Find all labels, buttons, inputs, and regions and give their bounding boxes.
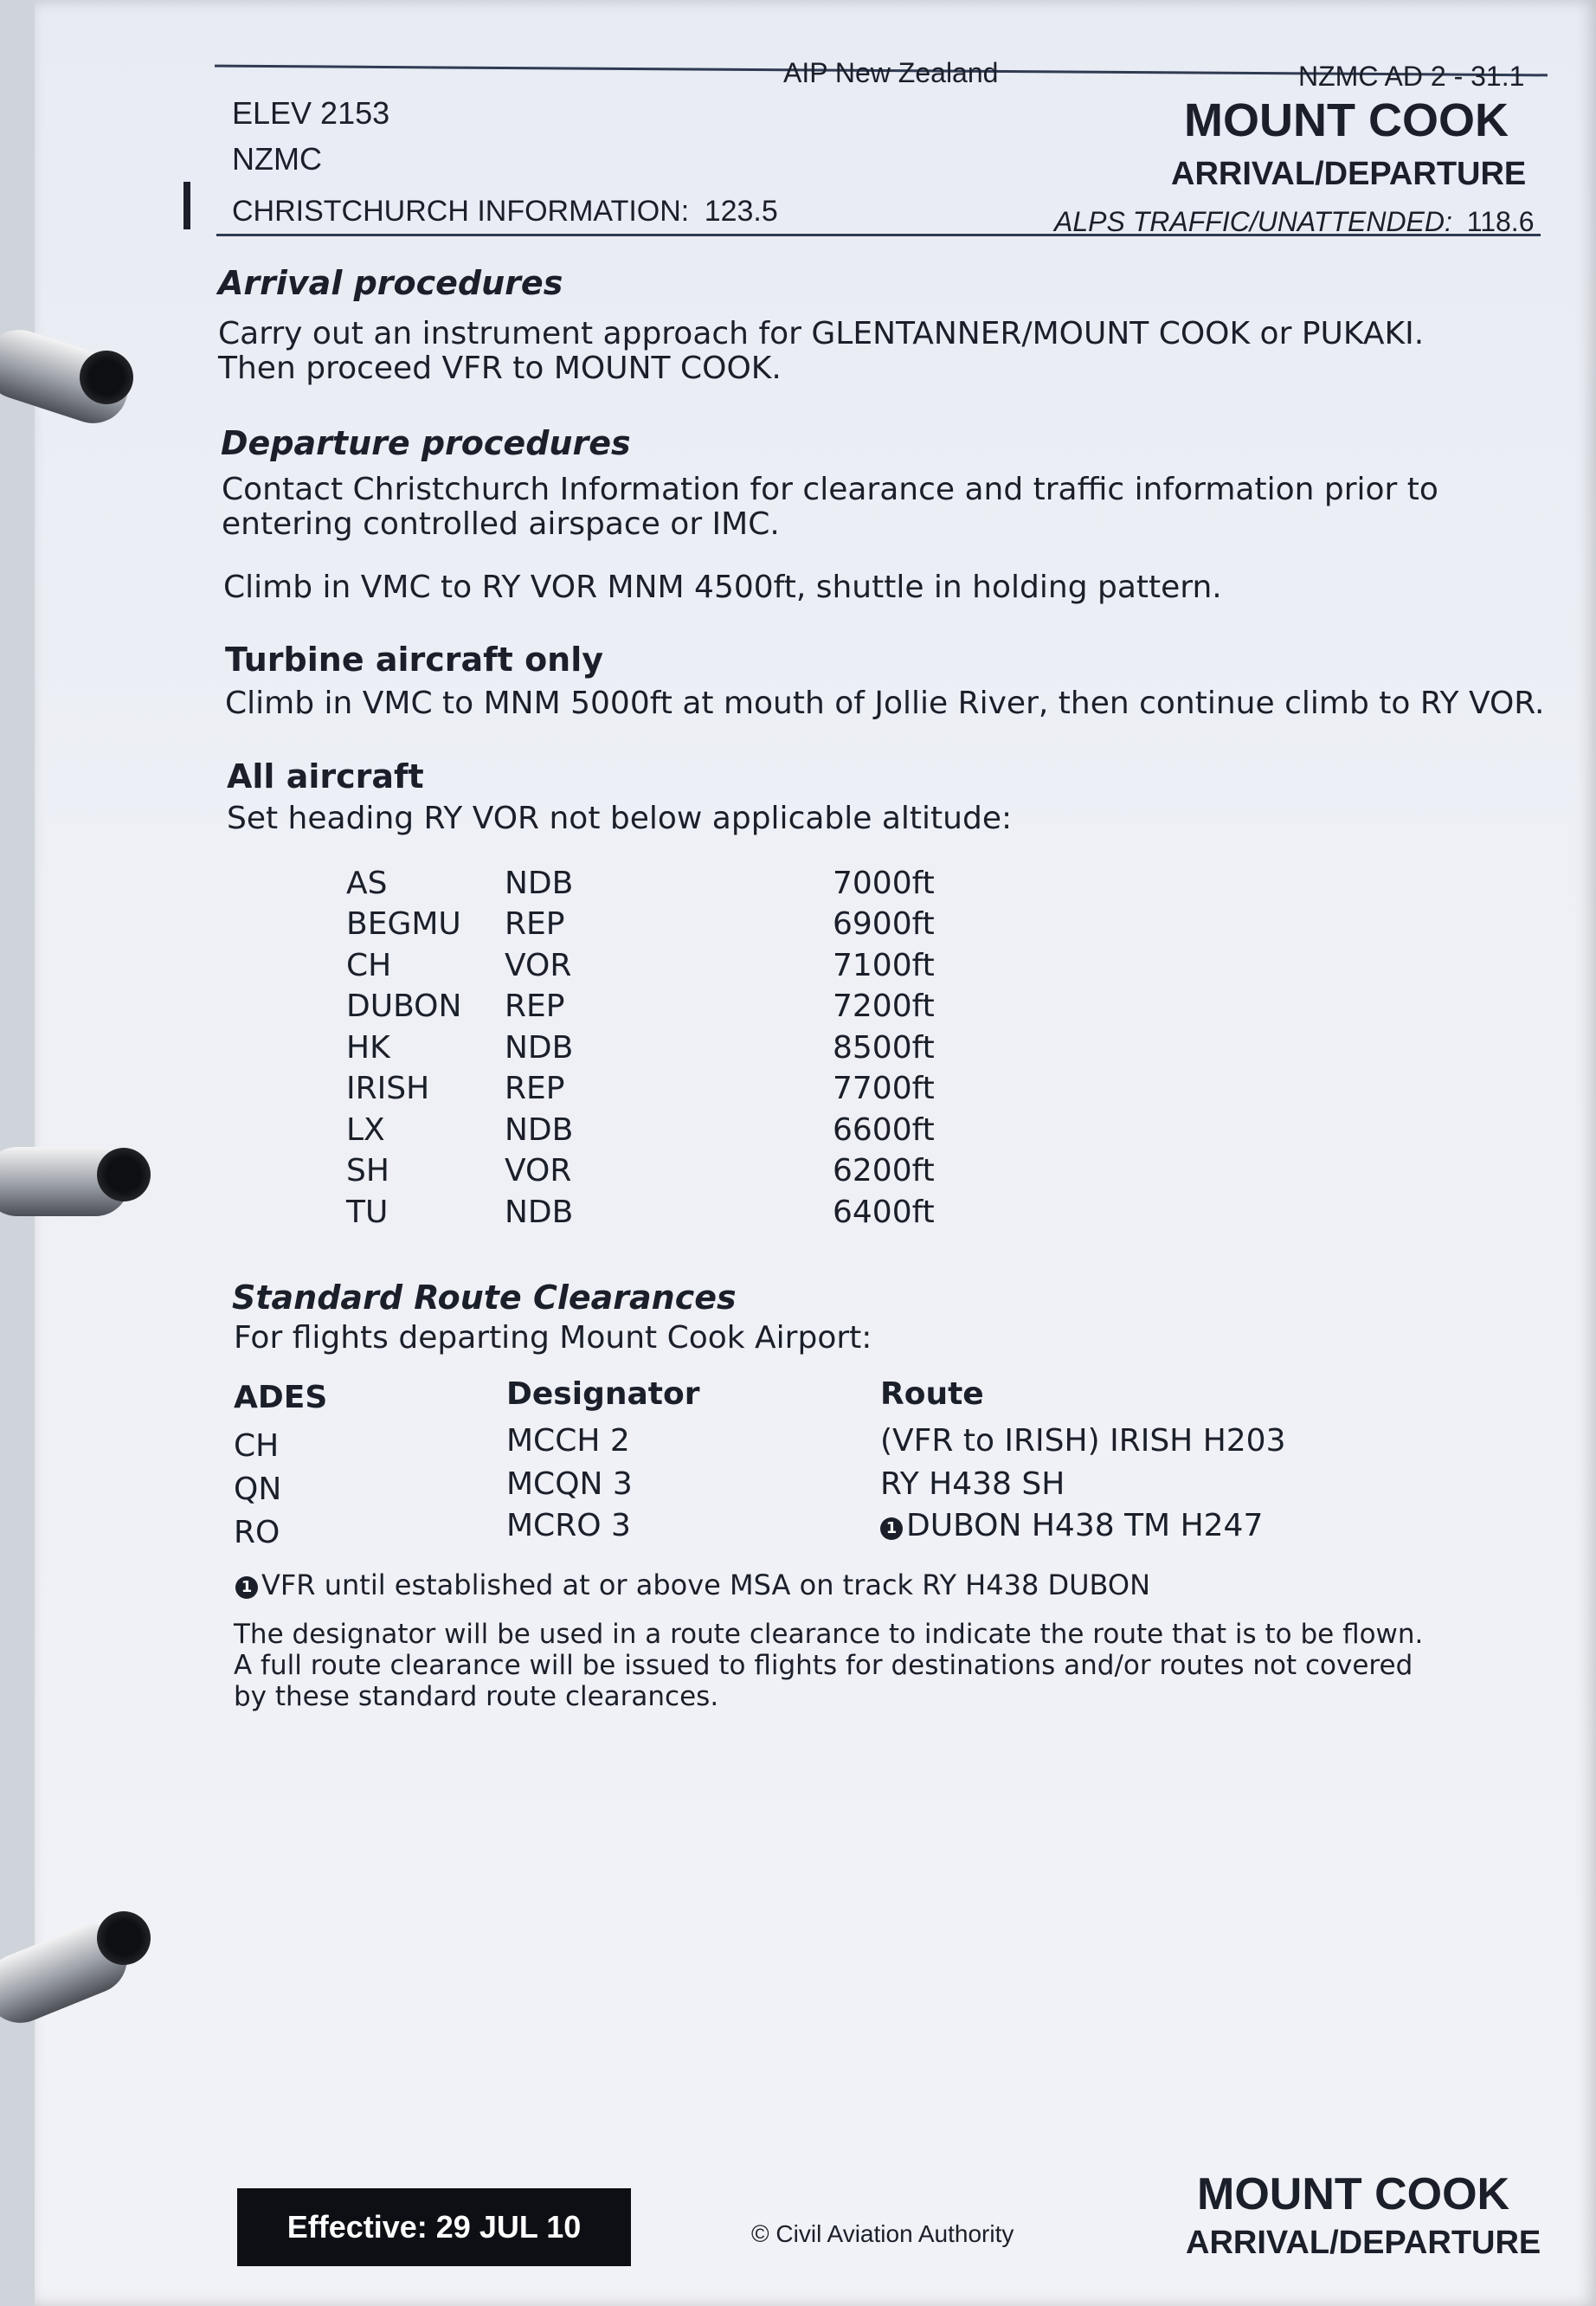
route-note	[235, 1568, 1150, 1601]
info-frequency: 123.5	[704, 195, 778, 228]
departure-line-3: Climb in VMC to RY VOR MNM 4500ft, shuttle in holding pattern.	[223, 570, 1222, 605]
copyright: © Civil Aviation Authority	[751, 2220, 1014, 2247]
fix-type: VOR	[505, 948, 572, 983]
publication-name: AIP New Zealand	[783, 57, 999, 88]
fix-altitude: 7000ft	[833, 866, 935, 901]
route-clearance-table	[234, 1376, 1359, 1549]
designator-value: MCQN 3	[506, 1466, 633, 1502]
column-header-ades: ADES	[234, 1380, 328, 1415]
page-reference: NZMC AD 2 - 31.1	[1298, 61, 1525, 92]
binder-hole-top	[80, 351, 133, 404]
src-paragraph-3: by these standard route clearances.	[234, 1681, 719, 1712]
fix-id: SH	[346, 1153, 389, 1188]
column-header-route: Route	[880, 1376, 984, 1412]
fix-type: REP	[505, 906, 565, 942]
column-header-designator: Designator	[506, 1376, 700, 1412]
table-row	[346, 1071, 952, 1109]
departure-heading: Departure procedures	[221, 424, 631, 462]
page-title: MOUNT COOK	[1184, 94, 1509, 146]
table-row	[346, 866, 952, 904]
binder-hole-bottom	[97, 1911, 151, 1965]
departure-line-1: Contact Christchurch Information for clearance and traffic information prior to	[222, 472, 1438, 507]
table-row	[346, 906, 952, 944]
all-aircraft-heading: All aircraft	[227, 757, 424, 796]
fix-type: NDB	[505, 1195, 574, 1230]
route-value: RY H438 SH	[880, 1466, 1065, 1502]
arrival-line-2: Then proceed VFR to MOUNT COOK.	[218, 351, 782, 386]
info-frequency-label	[232, 195, 778, 229]
designator-value: MCRO 3	[506, 1508, 631, 1543]
fix-altitude: 8500ft	[833, 1030, 935, 1066]
designator-value: MCCH 2	[506, 1423, 630, 1459]
traffic-frequency-label	[1054, 206, 1534, 238]
fix-type: VOR	[505, 1153, 572, 1188]
fix-altitude: 6600ft	[833, 1112, 935, 1148]
src-intro: For flights departing Mount Cook Airport:	[234, 1320, 872, 1356]
src-paragraph-1: The designator will be used in a route clearance to indicate the route that is to be flown.	[234, 1619, 1424, 1650]
note-text: VFR until established at or above MSA on track RY H438 DUBON	[261, 1568, 1151, 1601]
fix-id: LX	[346, 1112, 385, 1148]
table-row	[346, 1153, 952, 1191]
elevation: ELEV 2153	[232, 95, 390, 131]
fix-id: AS	[346, 866, 388, 901]
fix-altitude: 6900ft	[833, 906, 935, 942]
fix-type: NDB	[505, 1112, 574, 1148]
fix-type: NDB	[505, 866, 574, 901]
fix-type: REP	[505, 1071, 565, 1106]
info-label: CHRISTCHURCH INFORMATION:	[232, 195, 690, 228]
traffic-frequency: 118.6	[1466, 206, 1535, 237]
arrival-heading: Arrival procedures	[218, 264, 563, 302]
turbine-heading: Turbine aircraft only	[225, 641, 604, 679]
note-marker-icon: 1	[880, 1517, 903, 1540]
route-value: DUBON H438 TM H247	[906, 1508, 1264, 1543]
fix-altitude: 7100ft	[833, 948, 935, 983]
route-value: (VFR to IRISH) IRISH H203	[880, 1423, 1286, 1459]
fix-id: DUBON	[346, 989, 462, 1024]
icao-code: NZMC	[232, 141, 322, 177]
traffic-label: ALPS TRAFFIC/UNATTENDED:	[1054, 206, 1452, 237]
table-row	[346, 948, 952, 986]
departure-line-2: entering controlled airspace or IMC.	[222, 506, 780, 542]
fix-id: BEGMU	[346, 906, 461, 942]
page-subtitle: ARRIVAL/DEPARTURE	[1171, 156, 1527, 192]
all-aircraft-line-1: Set heading RY VOR not below applicable altitude:	[227, 801, 1013, 836]
fix-id: TU	[346, 1195, 389, 1230]
fix-type: REP	[505, 989, 565, 1024]
note-marker-icon: 1	[235, 1576, 258, 1599]
effective-date-badge: Effective: 29 JUL 10	[237, 2188, 631, 2266]
fix-id: HK	[346, 1030, 390, 1066]
altitude-table	[346, 866, 952, 1246]
footer-subtitle: ARRIVAL/DEPARTURE	[1186, 2225, 1541, 2261]
table-row	[346, 1195, 952, 1233]
fix-altitude: 6400ft	[833, 1195, 935, 1230]
route-value-with-note	[880, 1508, 1263, 1543]
fix-id: IRISH	[346, 1071, 430, 1106]
table-row	[346, 989, 952, 1027]
fix-altitude: 7200ft	[833, 989, 935, 1024]
arrival-line-1: Carry out an instrument approach for GLENTANNER/MOUNT COOK or PUKAKI.	[218, 316, 1425, 351]
ades-value: CH	[234, 1428, 280, 1464]
binder-hole-middle	[97, 1148, 151, 1201]
ades-value: QN	[234, 1472, 282, 1507]
fix-altitude: 7700ft	[833, 1071, 935, 1106]
fix-id: CH	[346, 948, 392, 983]
fix-altitude: 6200ft	[833, 1153, 935, 1188]
change-bar	[183, 182, 190, 229]
fix-type: NDB	[505, 1030, 574, 1066]
src-paragraph-2: A full route clearance will be issued to flights for destinations and/or routes not covered	[234, 1650, 1413, 1681]
src-heading: Standard Route Clearances	[232, 1279, 737, 1317]
footer-title: MOUNT COOK	[1197, 2169, 1510, 2219]
ades-value: RO	[234, 1515, 280, 1550]
turbine-line-1: Climb in VMC to MNM 5000ft at mouth of Jollie River, then continue climb to RY VOR.	[225, 686, 1545, 721]
table-row	[346, 1112, 952, 1150]
table-row	[346, 1030, 952, 1068]
